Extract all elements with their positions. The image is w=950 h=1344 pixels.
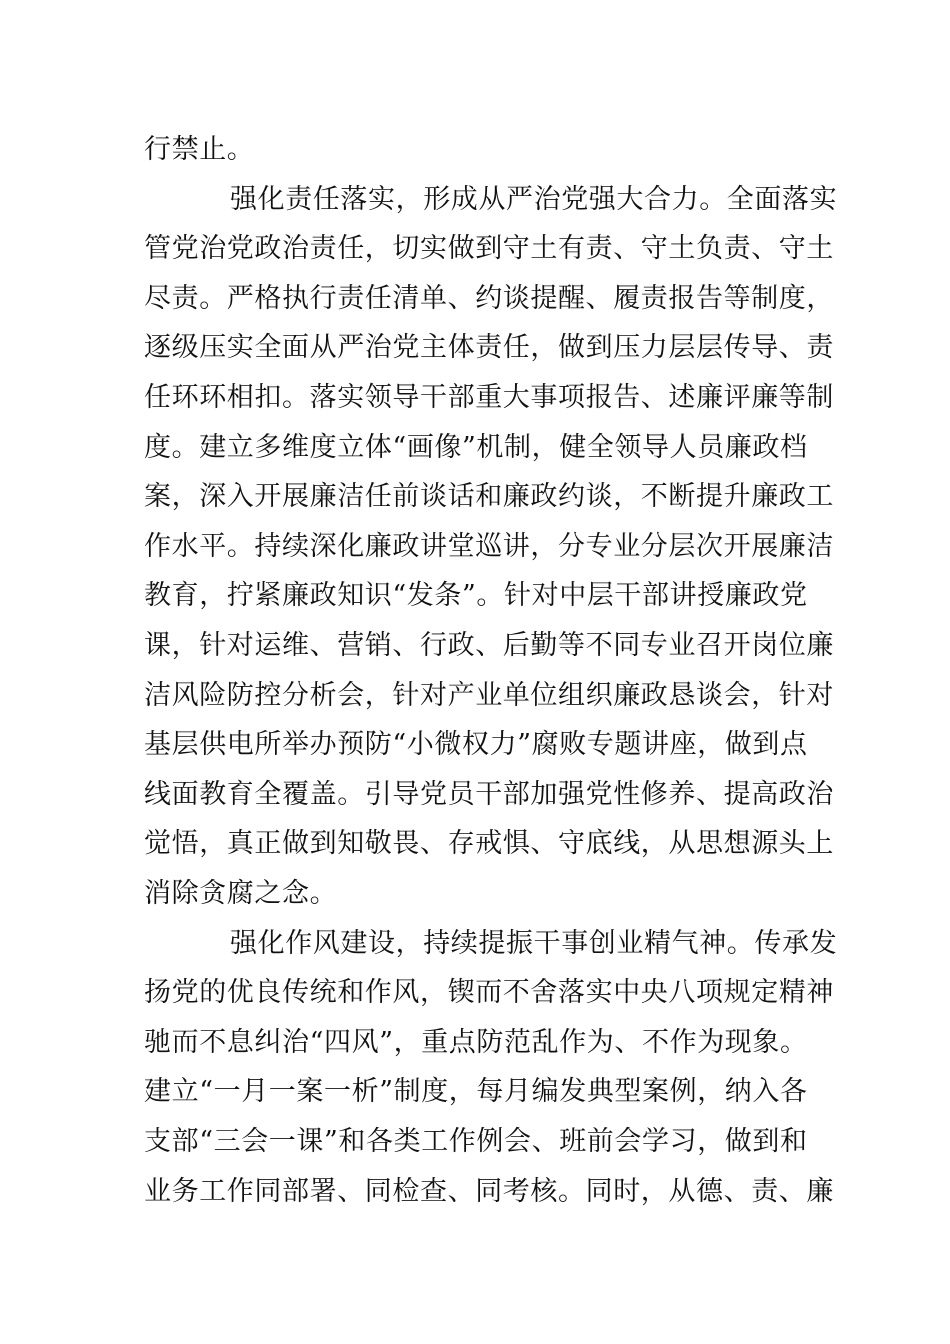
text-line: 案，深入开展廉洁任前谈话和廉政约谈，不断提升廉政工 bbox=[144, 481, 834, 512]
text-line: 驰而不息纠治“四风”，重点防范乱作为、不作为现象。 bbox=[144, 1027, 808, 1058]
text-line: 作水平。持续深化廉政讲堂巡讲，分专业分层次开展廉洁 bbox=[144, 531, 834, 562]
text-line: 课，针对运维、营销、行政、后勤等不同专业召开岗位廉 bbox=[144, 630, 834, 661]
text-line: 度。建立多维度立体“画像”机制，健全领导人员廉政档 bbox=[144, 432, 808, 463]
paragraph-first-line: 强化责任落实，形成从严治党强大合力。全面落实 bbox=[230, 184, 838, 215]
text-line: 任环环相扣。落实领导干部重大事项报告、述廉评廉等制 bbox=[144, 382, 834, 413]
text-line: 扬党的优良传统和作风，锲而不舍落实中央八项规定精神 bbox=[144, 977, 834, 1008]
text-line: 支部“三会一课”和各类工作例会、班前会学习，做到和 bbox=[144, 1126, 808, 1157]
text-line: 基层供电所举办预防“小微权力”腐败专题讲座，做到点 bbox=[144, 729, 808, 760]
text-line: 洁风险防控分析会，针对产业单位组织廉政恳谈会，针对 bbox=[144, 680, 834, 711]
text-line: 尽责。严格执行责任清单、约谈提醒、履责报告等制度， bbox=[144, 283, 834, 314]
text-line: 行禁止。 bbox=[144, 134, 255, 165]
text-line: 建立“一月一案一析”制度，每月编发典型案例，纳入各 bbox=[144, 1076, 808, 1107]
text-line: 管党治党政治责任，切实做到守土有责、守土负责、守土 bbox=[144, 233, 834, 264]
paragraph-first-line: 强化作风建设，持续提振干事创业精气神。传承发 bbox=[230, 928, 838, 959]
text-line: 消除贪腐之念。 bbox=[144, 878, 338, 909]
text-line: 逐级压实全面从严治党主体责任，做到压力层层传导、责 bbox=[144, 332, 834, 363]
text-line: 线面教育全覆盖。引导党员干部加强党性修养、提高政治 bbox=[144, 779, 834, 810]
text-line: 觉悟，真正做到知敬畏、存戒惧、守底线，从思想源头上 bbox=[144, 828, 834, 859]
text-line: 业务工作同部署、同检查、同考核。同时，从德、责、廉 bbox=[144, 1176, 834, 1207]
text-line: 教育，拧紧廉政知识“发条”。针对中层干部讲授廉政党 bbox=[144, 580, 808, 611]
